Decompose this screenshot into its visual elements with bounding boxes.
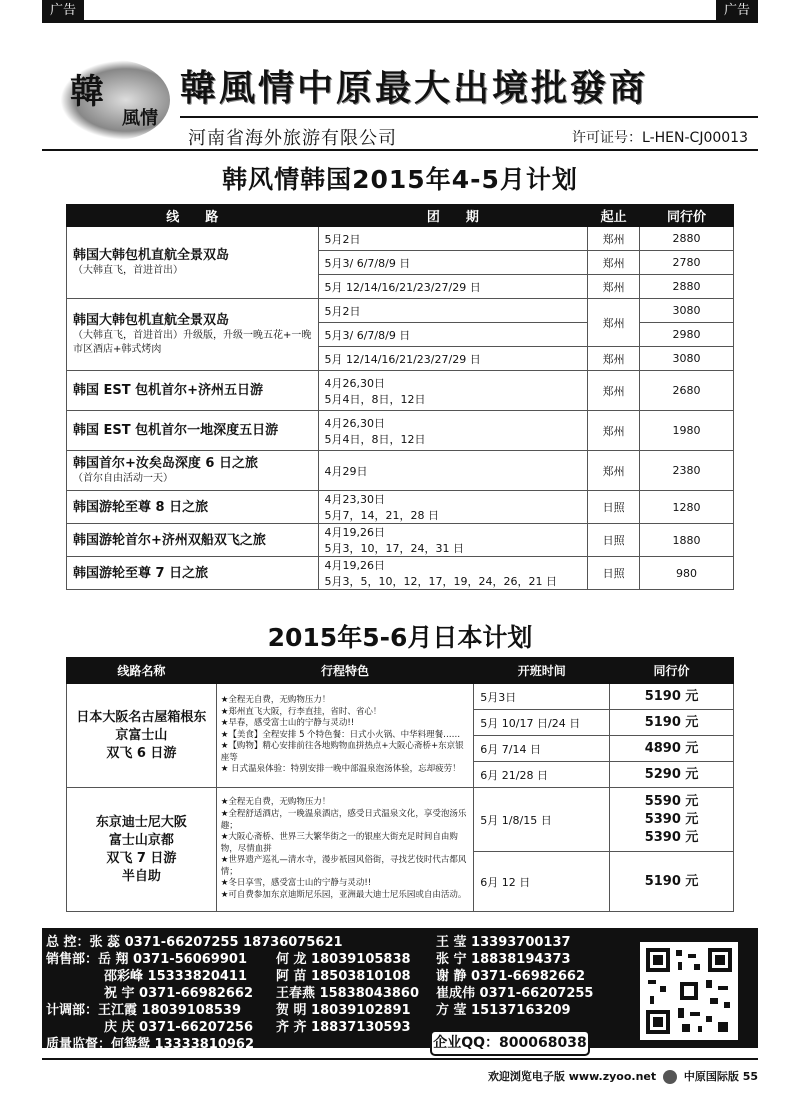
ad-label-right: 广告 <box>716 0 758 22</box>
footer-website: 欢迎浏览电子版 www.zyoo.net <box>487 1070 657 1083</box>
zyoo-logo-icon <box>663 1070 677 1084</box>
footer-rule <box>42 1058 758 1060</box>
departure-cell: 5月 10/17 日/24 日 <box>474 710 610 736</box>
city-cell: 郑州 <box>588 227 640 251</box>
price-cell: 2880 <box>640 227 734 251</box>
price-cell <box>610 788 734 852</box>
route-line: 富士山京都 <box>108 832 174 848</box>
city-cell: 郑州 <box>588 451 640 491</box>
page-footer <box>488 1068 758 1084</box>
price-cell: 3080 <box>640 347 734 371</box>
route-line: 京富士山 <box>115 727 168 743</box>
table-row <box>67 451 734 491</box>
city-cell: 郑州 <box>588 251 640 275</box>
city-cell: 郑州 <box>588 411 640 451</box>
qr-code-graphic <box>644 946 734 1036</box>
route-name: 韩国 EST 包机首尔+济州五日游 <box>67 371 319 411</box>
japan-header-row <box>67 658 734 684</box>
price-cell: 1980 <box>640 411 734 451</box>
date-line: 5月3，10，17，24，31 日 <box>324 542 464 555</box>
feature-item: ★全程无自费，无购物压力！ <box>220 694 331 705</box>
col-city: 起止 <box>588 205 640 227</box>
date-cell <box>318 491 588 524</box>
date-line: 4月23,30日 <box>324 493 385 506</box>
departure-cell: 6月 12 日 <box>474 852 610 912</box>
departure-cell: 6月 21/28 日 <box>474 762 610 788</box>
route-name: 韩国大韩包机直航全景双岛 <box>73 313 230 328</box>
price-line: 5390 元 <box>644 811 699 827</box>
date-cell <box>318 524 588 557</box>
col-price: 同行价 <box>640 205 734 227</box>
feature-item: ★ 日式温泉体验：特别安排一晚中部温泉泡汤体验，忘却疲劳！ <box>220 764 461 775</box>
features-cell <box>216 684 474 788</box>
price-cell: 2980 <box>640 323 734 347</box>
logo-char-sub: 風情 <box>122 108 158 129</box>
date-line: 5月4日，8日，12日 <box>324 392 426 406</box>
route-cell <box>67 299 319 371</box>
price-cell: 5190 元 <box>610 710 734 736</box>
date-cell <box>318 371 588 411</box>
price-cell: 3080 <box>640 299 734 323</box>
top-rule <box>42 20 758 23</box>
header-divider <box>180 116 758 118</box>
city-cell: 郑州 <box>588 275 640 299</box>
price-cell: 5190 元 <box>610 852 734 912</box>
route-name: 韩国游轮至尊 8 日之旅 <box>67 491 319 524</box>
departure-cell: 6月 7/14 日 <box>474 736 610 762</box>
ad-label-left: 广告 <box>42 0 84 22</box>
feature-item: ★大阪心斋桥、世界三大繁华街之一的银座大街充足时间自由购物，尽情血拼 <box>220 832 458 854</box>
contact-line: 贺 明 18039102891 <box>276 1003 411 1018</box>
route-name-cell <box>67 788 217 912</box>
table-row <box>67 411 734 451</box>
price-cell: 1880 <box>640 524 734 557</box>
date-cell: 5月3/ 6/7/8/9 日 <box>318 323 588 347</box>
contact-line-general: 总 控：张 蕊 0371-66207255 18736075621 <box>46 935 343 950</box>
route-name: 韩国游轮首尔+济州双船双飞之旅 <box>67 524 319 557</box>
contact-line: 阿 苗 18503810108 <box>276 969 411 984</box>
date-cell: 5月2日 <box>318 299 588 323</box>
price-line: 5590 元 <box>644 793 699 809</box>
price-cell: 5290 元 <box>610 762 734 788</box>
date-cell <box>318 411 588 451</box>
date-line: 5月3，5，10，12，17，19，24，26，21 日 <box>324 575 557 588</box>
date-line: 5月4日，8日，12日 <box>324 432 426 446</box>
departure-cell: 5月 1/8/15 日 <box>474 788 610 852</box>
footer-brand: 中原国际版 <box>683 1070 739 1083</box>
company-name: 河南省海外旅游有限公司 <box>188 128 397 149</box>
city-cell: 日照 <box>588 491 640 524</box>
route-line: 东京迪士尼大阪 <box>95 814 187 830</box>
contact-line: 何 龙 18039105838 <box>276 952 411 967</box>
contact-line: 张 宁 18838194373 <box>436 952 571 967</box>
contact-line: 祝 宇 0371-66982662 <box>104 986 253 1001</box>
date-line: 4月26,30日 <box>324 376 385 390</box>
table-row <box>67 684 734 710</box>
city-cell: 郑州 <box>588 371 640 411</box>
page-headline: 韓風情中原最大出境批發商 <box>180 68 649 109</box>
date-cell <box>318 557 588 590</box>
contact-line-quality: 质量监督：何鸳鸳 13333810962 <box>46 1037 255 1052</box>
route-name: 韩国首尔+汝矣岛深度 6 日之旅 <box>73 456 258 471</box>
route-name: 韩国大韩包机直航全景双岛 <box>73 248 230 263</box>
route-name-cell <box>67 684 217 788</box>
table-row <box>67 371 734 411</box>
city-cell: 郑州 <box>588 299 640 347</box>
japan-table <box>66 657 734 912</box>
price-cell: 980 <box>640 557 734 590</box>
price-cell: 2780 <box>640 251 734 275</box>
price-cell: 2880 <box>640 275 734 299</box>
contact-line: 邵彩峰 15333820411 <box>104 969 248 984</box>
page-number: 55 <box>742 1070 758 1083</box>
feature-item: ★全程无自费，无购物压力！ <box>220 797 331 808</box>
date-cell: 5月3/ 6/7/8/9 日 <box>318 251 588 275</box>
date-cell: 4月29日 <box>318 451 588 491</box>
route-cell <box>67 227 319 299</box>
city-cell: 日照 <box>588 524 640 557</box>
contact-line: 方 莹 15137163209 <box>436 1003 571 1018</box>
price-cell: 5190 元 <box>610 684 734 710</box>
brand-logo <box>60 60 170 140</box>
route-name: 韩国游轮至尊 7 日之旅 <box>67 557 319 590</box>
col-route: 线 路 <box>67 205 319 227</box>
col-departure: 开班时间 <box>474 658 610 684</box>
date-line: 5月7，14，21，28 日 <box>324 509 439 522</box>
korea-table <box>66 204 734 590</box>
feature-item: ★世界遗产巡礼—清水寺，漫步祇园风俗街，寻找艺伎时代古都风情； <box>220 855 467 877</box>
table-row <box>67 491 734 524</box>
col-route-name: 线路名称 <box>67 658 217 684</box>
date-cell: 5月 12/14/16/21/23/27/29 日 <box>318 275 588 299</box>
table-row <box>67 557 734 590</box>
logo-char-main: 韓 <box>70 72 104 112</box>
route-note: （首尔自由活动一天） <box>73 473 173 484</box>
price-cell: 4890 元 <box>610 736 734 762</box>
route-note: （大韩直飞，首进首出）升级版，升级一晚五花+一晚市区酒店+韩式烤肉 <box>73 330 312 355</box>
col-features: 行程特色 <box>216 658 474 684</box>
route-line: 半自助 <box>121 868 161 884</box>
route-note: （大韩直飞，首进首出） <box>73 265 183 276</box>
date-cell: 5月2日 <box>318 227 588 251</box>
route-line: 双飞 7 日游 <box>106 850 177 866</box>
features-cell <box>216 788 474 912</box>
license-number: 许可证号：L-HEN-CJ00013 <box>572 130 748 146</box>
feature-item: ★冬日享雪，感受富士山的宁静与灵动!! <box>220 878 372 889</box>
date-line: 4月19,26日 <box>324 526 385 539</box>
feature-item: ★全程舒适酒店，一晚温泉酒店，感受日式温泉文化，享受泡汤乐趣； <box>220 808 467 831</box>
contact-line: 王 莹 13393700137 <box>436 935 571 950</box>
contact-line: 齐 齐 18837130593 <box>276 1020 411 1035</box>
date-cell: 5月 12/14/16/21/23/27/29 日 <box>318 347 588 371</box>
route-cell <box>67 451 319 491</box>
city-cell: 郑州 <box>588 347 640 371</box>
korea-header-row <box>67 205 734 227</box>
price-line: 5390 元 <box>644 829 699 845</box>
price-cell: 2680 <box>640 371 734 411</box>
route-line: 双飞 6 日游 <box>106 745 177 761</box>
contact-line: 庆 庆 0371-66207256 <box>104 1020 253 1035</box>
col-price: 同行价 <box>610 658 734 684</box>
feature-item: ★可自费参加东京迪斯尼乐园，亚洲最大迪士尼乐园或自由活动。 <box>220 890 467 901</box>
feature-item: ★郑州直飞大阪，行李直挂，省时、省心！ <box>220 706 382 717</box>
korea-section-title: 韩风情韩国2015年4-5月计划 <box>222 165 578 194</box>
route-line: 日本大阪名古屋箱根东 <box>76 709 207 725</box>
route-name: 韩国 EST 包机首尔一地深度五日游 <box>67 411 319 451</box>
feature-item: ★【购物】精心安排前往各地购物血拼热点+大阪心斋桥+东京银座等 <box>220 741 464 763</box>
feature-item: ★早春，感受富士山的宁静与灵动!! <box>220 718 355 729</box>
contact-line-sales: 销售部：岳 翔 0371-56069901 <box>46 952 247 967</box>
date-line: 4月26,30日 <box>324 416 385 430</box>
table-row <box>67 227 734 251</box>
contact-line-ops: 计调部：王江霞 18039108539 <box>46 1003 242 1018</box>
header-bottom-rule <box>42 149 758 151</box>
city-cell: 日照 <box>588 557 640 590</box>
price-cell: 2380 <box>640 451 734 491</box>
date-line: 4月19,26日 <box>324 559 385 572</box>
price-cell: 1280 <box>640 491 734 524</box>
contact-line: 谢 静 0371-66982662 <box>436 969 585 984</box>
company-qq: 企业QQ：800068038 <box>430 1030 590 1056</box>
table-row <box>67 788 734 852</box>
table-row <box>67 299 734 323</box>
table-row <box>67 524 734 557</box>
departure-cell: 5月3日 <box>474 684 610 710</box>
contact-line: 崔成伟 0371-66207255 <box>436 986 594 1001</box>
japan-section-title: 2015年5-6月日本计划 <box>267 623 533 652</box>
feature-item: ★【美食】全程安排 5 个特色餐：日式小火锅、中华料理餐…… <box>220 729 461 740</box>
col-dates: 团 期 <box>318 205 588 227</box>
contact-line: 王春燕 15838043860 <box>276 986 420 1001</box>
qr-code-icon <box>640 942 738 1040</box>
